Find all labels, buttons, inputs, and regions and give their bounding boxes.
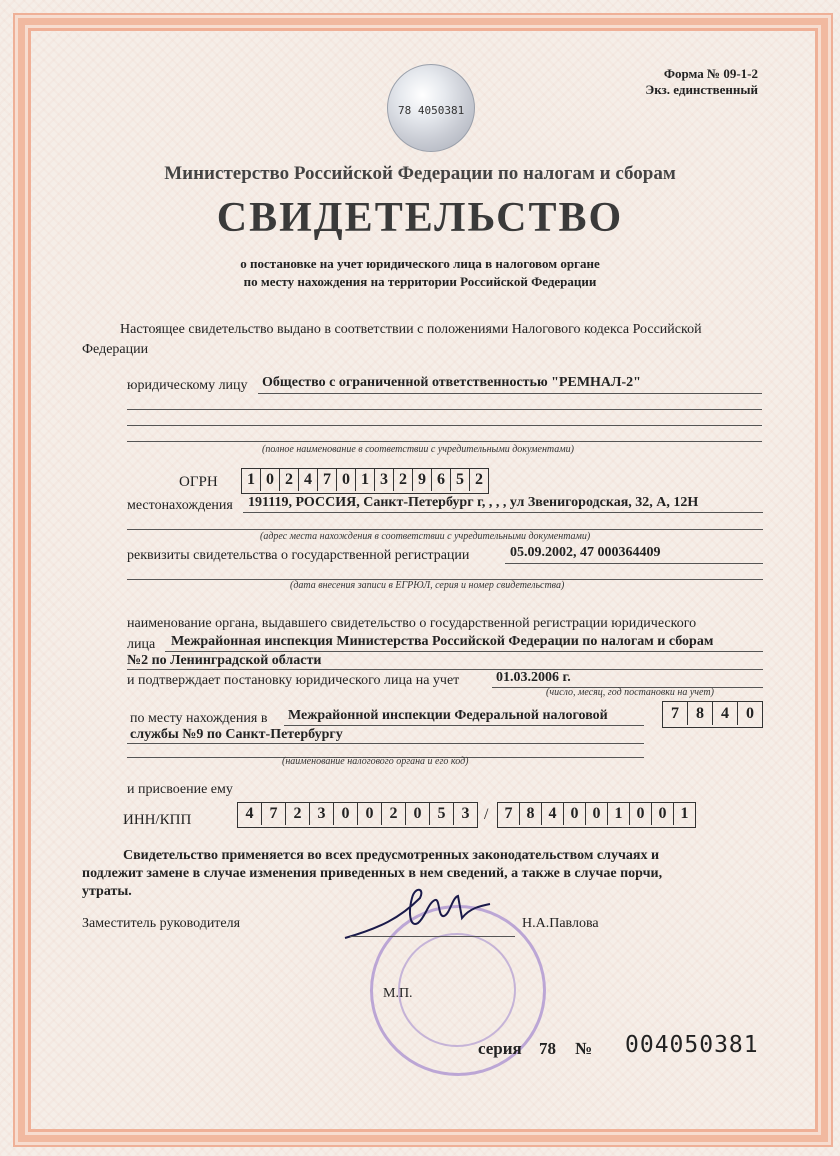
ogrn-digit: 5 (451, 469, 470, 491)
registration-label: реквизиты свидетельства о государственной регистрации (127, 548, 470, 563)
ogrn-digit: 2 (280, 469, 299, 491)
inn-digit: 7 (262, 803, 286, 825)
address-underline-1 (243, 512, 763, 513)
kpp-digit: 0 (564, 803, 586, 825)
form-number: Форма № 09-1-2 (663, 66, 758, 81)
subtitle-line-1: о постановке на учет юридического лица в налоговом органе (240, 256, 600, 271)
inn-digit: 0 (358, 803, 382, 825)
registration-caption: (дата внесения записи в ЕГРЮЛ, серия и номер свидетельства) (290, 580, 565, 591)
assign-label: и присвоение ему (127, 782, 233, 797)
address-caption: (адрес места нахождения в соответствии с учредительными документами) (260, 531, 591, 542)
address-underline-2 (127, 529, 763, 530)
issuer-value-line-2: №2 по Ленинградской области (127, 653, 322, 668)
location-underline-2 (127, 743, 644, 744)
inn-digit: 0 (406, 803, 430, 825)
series-label: серия (478, 1039, 522, 1058)
ogrn-cells (241, 468, 489, 494)
signature-underline (350, 936, 515, 937)
ogrn-digit: 3 (375, 469, 394, 491)
kpp-digit: 7 (498, 803, 520, 825)
inn-kpp-label: ИНН/КПП (123, 812, 192, 828)
issuer-label-line-2: лица (127, 637, 156, 652)
series-value: 78 (539, 1039, 556, 1058)
kpp-digit: 0 (586, 803, 608, 825)
entity-label: юридическому лицу (127, 378, 248, 393)
issuer-underline-1 (165, 651, 763, 652)
entity-caption: (полное наименование в соответствии с учредительными документами) (262, 444, 574, 455)
ogrn-digit: 6 (432, 469, 451, 491)
hologram-number: 78 4050381 (398, 104, 465, 117)
inn-digit: 0 (334, 803, 358, 825)
location-underline-1 (284, 725, 644, 726)
entity-underline-4 (127, 441, 762, 442)
signer-name: Н.А.Павлова (522, 916, 599, 931)
ogrn-digit: 4 (299, 469, 318, 491)
kpp-cells (497, 802, 696, 828)
kpp-digit: 1 (680, 805, 689, 822)
notice-line-3: утраты. (82, 884, 132, 899)
official-seal-inner-ring (398, 933, 516, 1047)
inn-digit: 4 (238, 803, 262, 825)
kpp-digit: 1 (608, 803, 630, 825)
number-sign: № (575, 1039, 593, 1058)
tax-office-code-digit: 8 (688, 702, 713, 725)
stamp-place-label: М.П. (383, 986, 413, 1001)
issuer-label-line-1: наименование органа, выдавшего свидетельство о государственной регистрации юридического (127, 616, 697, 631)
inn-digit: 5 (430, 803, 454, 825)
signer-position: Заместитель руководителя (82, 916, 241, 931)
confirm-caption: (число, месяц, год постановки на учет) (546, 687, 714, 698)
kpp-digit: 4 (542, 803, 564, 825)
ministry-name: Министерство Российской Федерации по налогам и сборам (164, 163, 676, 184)
ogrn-digit: 9 (413, 469, 432, 491)
tax-office-code-cells (662, 701, 763, 728)
certificate-number: 004050381 (625, 1032, 759, 1058)
inn-digit: 3 (461, 805, 470, 822)
ogrn-label: ОГРН (179, 474, 218, 490)
issuer-underline-2 (127, 669, 763, 670)
entity-underline-2 (127, 409, 762, 410)
ogrn-digit: 1 (356, 469, 375, 491)
location-value-line-2: службы №9 по Санкт-Петербургу (130, 727, 343, 742)
inn-kpp-separator: / (484, 806, 489, 823)
entity-name: Общество с ограниченной ответственностью "РЕМНАЛ-2" (262, 375, 641, 390)
ogrn-digit: 7 (318, 469, 337, 491)
handwritten-signature (340, 878, 500, 948)
copy-label: Экз. единственный (645, 82, 758, 97)
location-value-line-1: Межрайонной инспекции Федеральной налоговой (288, 708, 608, 723)
inn-digit: 2 (382, 803, 406, 825)
inn-cells (237, 802, 478, 828)
inn-digit: 2 (286, 803, 310, 825)
ogrn-digit: 1 (242, 469, 261, 491)
tax-office-code-digit: 4 (713, 702, 738, 725)
intro-line-2: Федерации (82, 342, 149, 357)
inn-digit: 3 (310, 803, 334, 825)
tax-office-code-digit: 7 (663, 702, 688, 725)
kpp-digit: 0 (652, 803, 674, 825)
notice-line-1: Свидетельство применяется во всех предусмотренных законодательством случаях и (123, 848, 660, 863)
confirm-date: 01.03.2006 г. (496, 670, 571, 685)
intro-line-1: Настоящее свидетельство выдано в соответствии с положениями Налогового кодекса Российской (120, 322, 702, 337)
ogrn-digit: 2 (475, 471, 483, 488)
registration-underline-1 (505, 563, 763, 564)
address-label: местонахождения (127, 498, 233, 513)
registration-value: 05.09.2002, 47 000364409 (510, 545, 661, 560)
ogrn-digit: 0 (261, 469, 280, 491)
location-label: по месту нахождения в (130, 711, 268, 726)
ogrn-digit: 2 (394, 469, 413, 491)
document-title: СВИДЕТЕЛЬСТВО (216, 195, 624, 241)
kpp-digit: 8 (520, 803, 542, 825)
subtitle-line-2: по месту нахождения на территории Российской Федерации (243, 274, 597, 289)
kpp-digit: 0 (630, 803, 652, 825)
entity-underline-3 (127, 425, 762, 426)
location-caption: (наименование налогового органа и его код) (282, 756, 469, 767)
ogrn-digit: 0 (337, 469, 356, 491)
notice-line-2: подлежит замене в случае изменения приведенных в нем сведений, а также в случае порчи, (82, 866, 663, 881)
tax-office-code-digit: 0 (746, 705, 754, 722)
entity-underline-1 (258, 393, 762, 394)
confirm-label: и подтверждает постановку юридического лица на учет (127, 673, 460, 688)
issuer-value-line-1: Межрайонная инспекция Министерства Российской Федерации по налогам и сборам (171, 634, 714, 649)
address-value: 191119, РОССИЯ, Санкт-Петербург г, , , , ул Звенигородская, 32, А, 12Н (248, 495, 699, 510)
